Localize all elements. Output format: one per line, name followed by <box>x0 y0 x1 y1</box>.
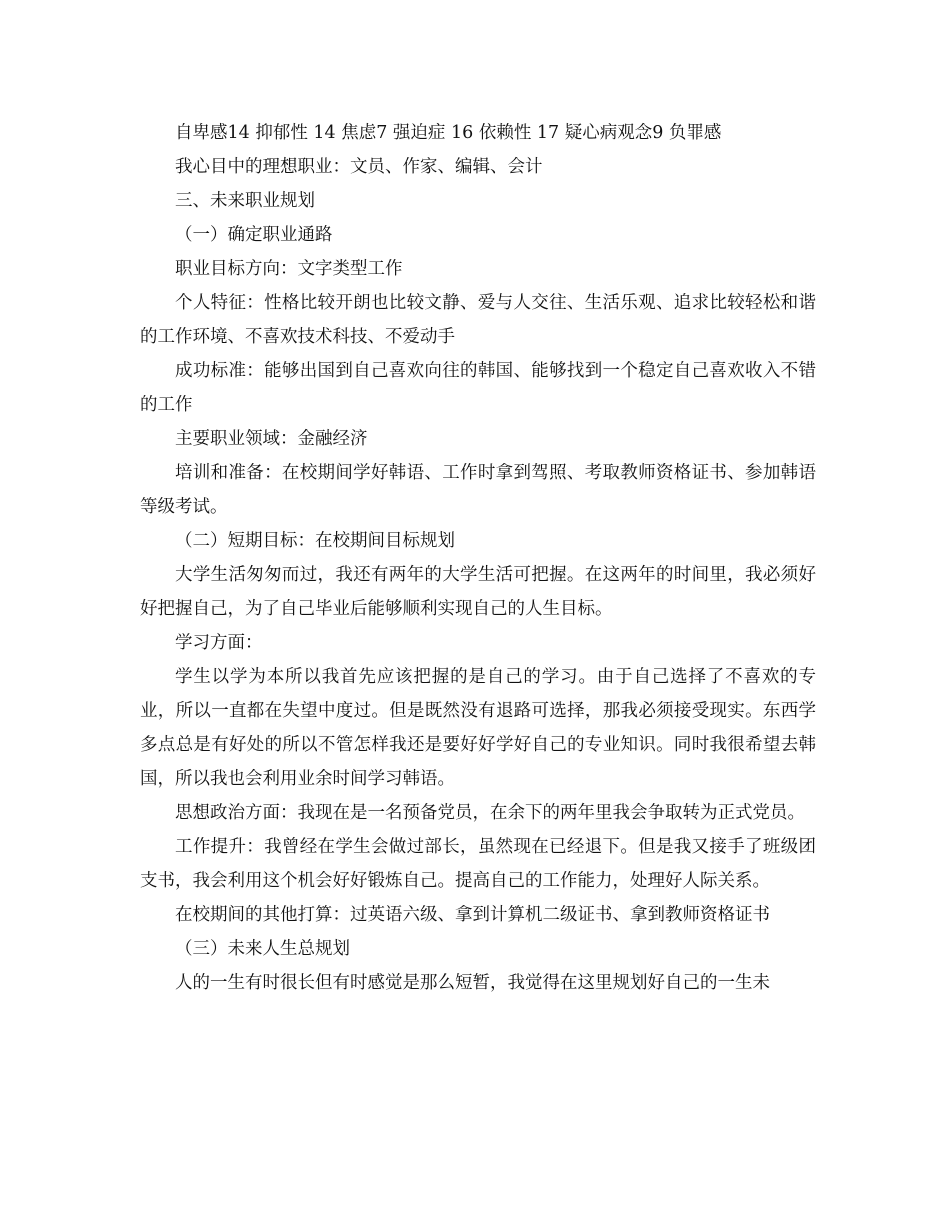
life-plan-paragraph: 人的一生有时很长但有时感觉是那么短暂，我觉得在这里规划好自己的一生未 <box>175 973 770 993</box>
college-life-paragraph: 大学生活匆匆而过，我还有两年的大学生活可把握。在这两年的时间里，我必须好好把握自己，为了自己毕业后能够顺利实现自己的人生目标。 <box>140 565 816 619</box>
subheading-short-term-goals: （二）短期目标：在校期间目标规划 <box>175 531 455 551</box>
success-criteria-paragraph: 成功标准：能够出国到自己喜欢向往的韩国、能够找到一个稳定自己喜欢收入不错的工作 <box>140 361 816 415</box>
study-paragraph: 学生以学为本所以我首先应该把握的是自己的学习。由于自己选择了不喜欢的专业，所以一直都在失望中度过。但是既然没有退路可选择，那我必须接受现实。东西学多点总是有好处的所以不管怎样我还是要好好学好自己的专业知识。同时我很希望去韩国，所以我也会利用业余时间学习韩语。 <box>140 667 816 789</box>
subheading-life-plan: （三）未来人生总规划 <box>175 939 350 959</box>
ideal-career-line: 我心目中的理想职业：文员、作家、编辑、会计 <box>175 157 543 177</box>
study-heading: 学习方面： <box>175 633 263 653</box>
career-field-line: 主要职业领域：金融经济 <box>175 429 368 449</box>
psych-scores-line: 自卑感14 抑郁性 14 焦虑7 强迫症 16 依赖性 17 疑心病观念9 负罪感 <box>175 123 722 143</box>
career-direction-line: 职业目标方向：文字类型工作 <box>175 259 403 279</box>
subheading-career-path: （一）确定职业通路 <box>175 225 333 245</box>
document-body <box>140 116 816 1000</box>
personal-traits-paragraph: 个人特征：性格比较开朗也比较文静、爱与人交往、生活乐观、追求比较轻松和谐的工作环境、不喜欢技术科技、不爱动手 <box>140 293 816 347</box>
section-heading-career-plan: 三、未来职业规划 <box>175 191 315 211</box>
work-improvement-paragraph: 工作提升：我曾经在学生会做过部长，虽然现在已经退下。但是我又接手了班级团支书，我会利用这个机会好好锻炼自己。提高自己的工作能力，处理好人际关系。 <box>140 837 816 891</box>
other-plans-line: 在校期间的其他打算：过英语六级、拿到计算机二级证书、拿到教师资格证书 <box>175 905 770 925</box>
training-paragraph: 培训和准备：在校期间学好韩语、工作时拿到驾照、考取教师资格证书、参加韩语等级考试。 <box>140 463 816 517</box>
political-paragraph: 思想政治方面：我现在是一名预备党员，在余下的两年里我会争取转为正式党员。 <box>175 803 805 823</box>
